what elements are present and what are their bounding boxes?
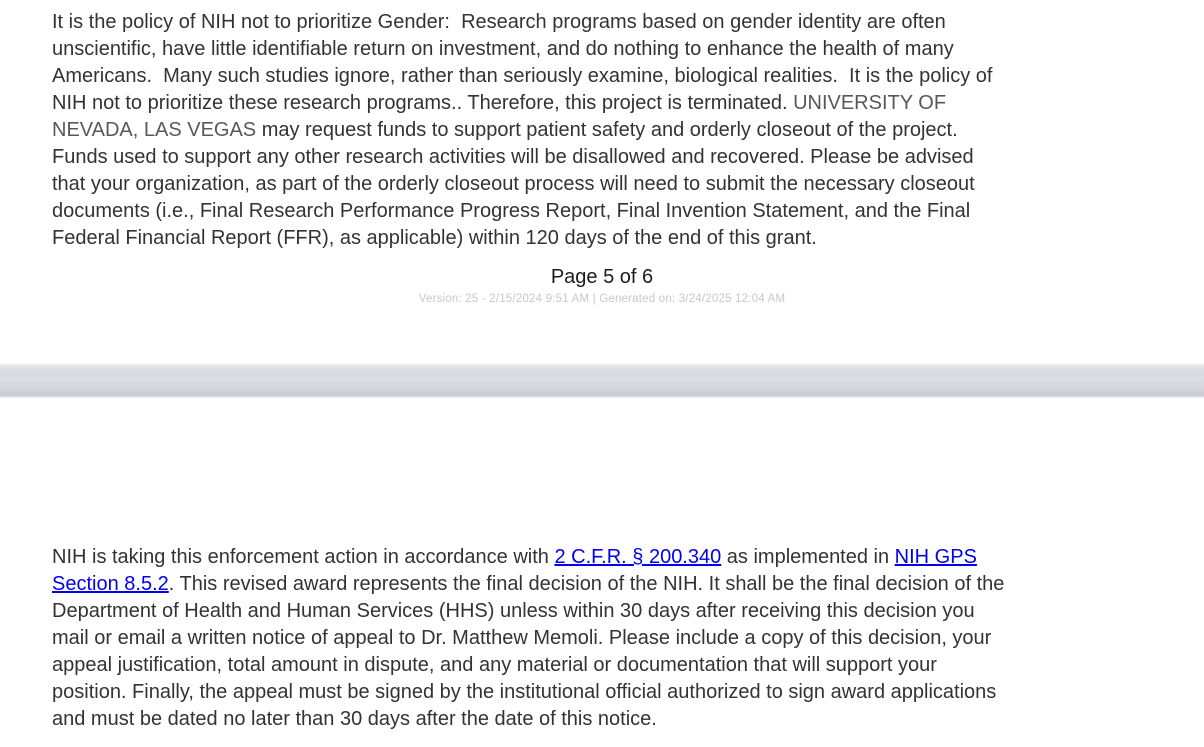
text-line [52, 679, 1156, 706]
text-line [52, 625, 1156, 652]
text-line [52, 90, 1156, 117]
text-segment: Department of Health and Human Services (HHS) unless within 30 days after receiving this decision you [52, 600, 975, 622]
text-line [52, 225, 1156, 252]
text-segment: Funds used to support any other research activities will be disallowed and recovered. Please be advised [52, 146, 974, 168]
nih-gps-section-8-5-2-link[interactable]: NIH GPS [894, 546, 977, 568]
document-page-5 [0, 0, 1204, 364]
text-segment: NIH not to prioritize these research programs.. Therefore, this project is terminated. [52, 92, 794, 114]
termination-paragraph [52, 9, 1156, 252]
text-segment: and must be dated no later than 30 days after the date of this notice. [52, 708, 657, 730]
text-line [52, 63, 1156, 90]
text-segment: Federal Financial Report (FFR), as applicable) within 120 days of the end of this grant. [52, 227, 817, 249]
text-line [52, 652, 1156, 679]
text-line [52, 571, 1156, 598]
page-separator [0, 364, 1204, 398]
page-number-label: Page 5 of 6 [550, 266, 654, 288]
text-segment: NIH is taking this enforcement action in accordance with [52, 546, 555, 568]
text-segment: unscientific, have little identifiable return on investment, and do nothing to enhance the health of many [52, 38, 954, 60]
text-segment: . This revised award represents the final decision of the NIH. It shall be the final decision of the [168, 573, 1005, 595]
text-line [52, 598, 1156, 625]
grantee-name: UNIVERSITY OF [793, 92, 947, 114]
text-segment: Americans. Many such studies ignore, rather than seriously examine, biological realities. It is the policy of [52, 65, 993, 87]
text-line [52, 36, 1156, 63]
text-segment: mail or email a written notice of appeal to Dr. Matthew Memoli. Please include a copy of this decision, your [52, 627, 992, 649]
document-page-6 [0, 398, 1204, 747]
text-segment: It is the policy of NIH not to prioritize Gender: Research programs based on gender identity are often [52, 11, 946, 33]
text-line [52, 706, 1156, 733]
text-line [52, 144, 1156, 171]
text-line [52, 9, 1156, 36]
text-segment: appeal justification, total amount in dispute, and any material or documentation that will support your [52, 654, 937, 676]
text-segment: as implemented in [721, 546, 895, 568]
version-caption: Version: 25 - 2/15/2024 9:51 AM | Generated on: 3/24/2025 12:04 AM [418, 293, 786, 305]
text-line [52, 544, 1156, 571]
text-segment: may request funds to support patient safety and orderly closeout of the project. [256, 119, 958, 141]
text-line [52, 171, 1156, 198]
appeal-paragraph [52, 544, 1156, 733]
grantee-name: NEVADA, LAS VEGAS [52, 119, 257, 141]
text-line [52, 198, 1156, 225]
text-segment: position. Finally, the appeal must be signed by the institutional official authorized to sign award applications [52, 681, 997, 703]
cfr-200-340-link[interactable]: 2 C.F.R. § 200.340 [554, 546, 722, 568]
text-segment: that your organization, as part of the orderly closeout process will need to submit the necessary closeout [52, 173, 975, 195]
text-line [52, 117, 1156, 144]
text-segment: documents (i.e., Final Research Performance Progress Report, Final Invention Statement, and the Final [52, 200, 971, 222]
nih-gps-section-8-5-2-link[interactable]: Section 8.5.2 [52, 573, 169, 595]
